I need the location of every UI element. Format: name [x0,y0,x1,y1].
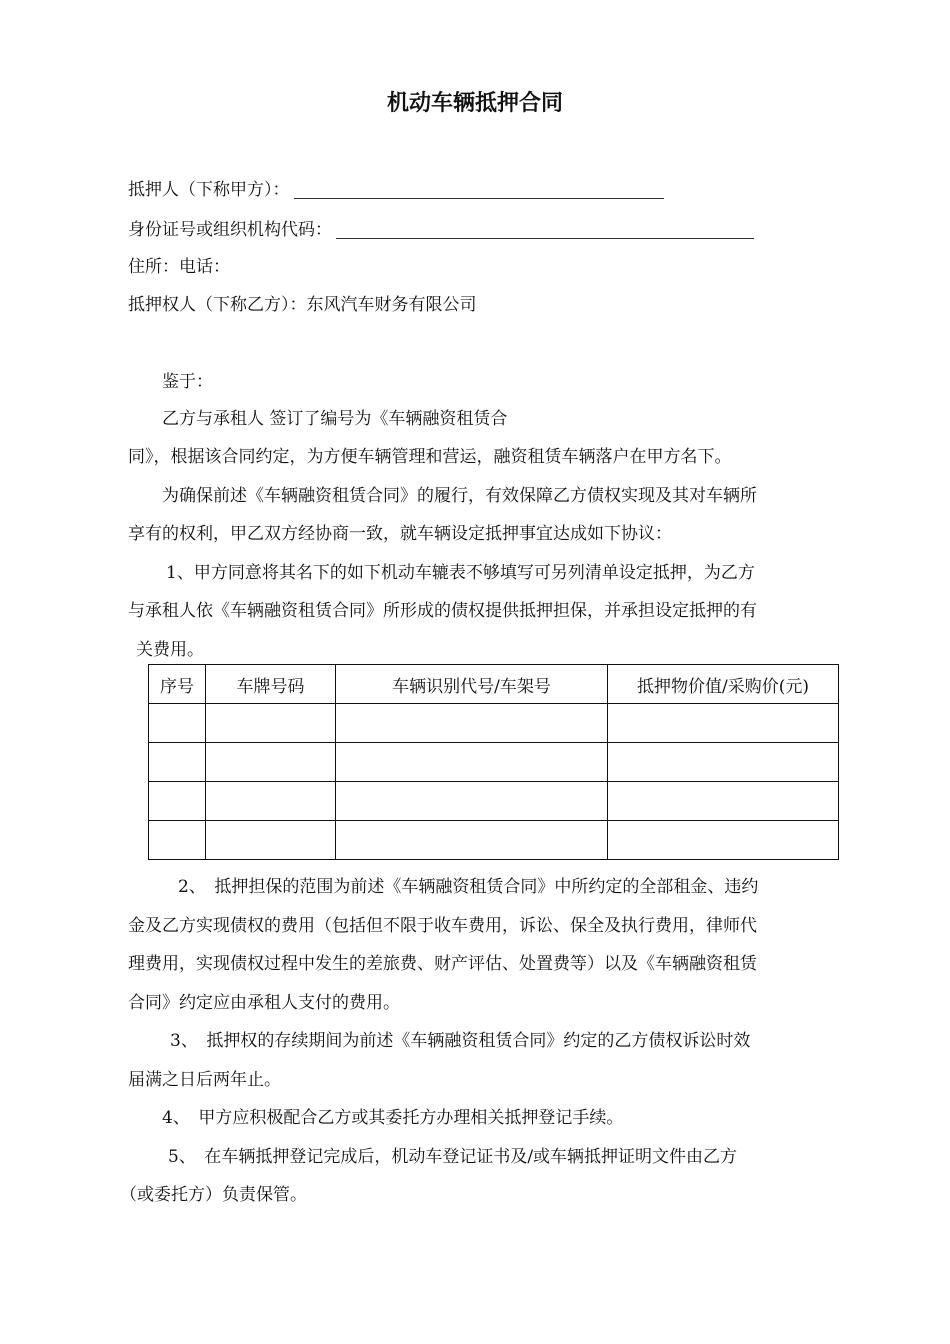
whereas-heading: 鉴于： [162,372,213,392]
clause-3-line: 3、 抵押权的存续期间为前述《车辆融资租赁合同》约定的乙方债权诉讼时效 [170,1031,751,1051]
clause-2-line: 合同》约定应由承租人支付的费用。 [128,993,400,1013]
table-cell[interactable] [149,821,206,860]
paragraph-1-line: 同》，根据该合同约定，为方便车辆管理和营运，融资租赁车辆落户在甲方名下。 [128,447,732,467]
address-label: 住所：电话： [128,257,230,277]
table-cell[interactable] [206,743,336,782]
table-cell[interactable] [206,782,336,821]
paragraph-2-line: 享有的权利，甲乙双方经协商一致，就车辆设定抵押事宜达成如下协议： [128,524,672,544]
clause-5-line: 5、 在车辆抵押登记完成后，机动车登记证书及/或车辆抵押证明文件由乙方 [168,1147,738,1167]
column-header-index: 序号 [149,665,206,704]
clause-1-line: 关费用。 [136,640,204,660]
table-cell[interactable] [608,743,839,782]
id-blank[interactable] [336,222,754,239]
mortgagor-field [128,178,664,202]
table-cell[interactable] [149,704,206,743]
clause-5-line: （或委托方）负责保管。 [120,1185,307,1205]
table-cell[interactable] [336,704,608,743]
clause-2-line: 2、 抵押担保的范围为前述《车辆融资租赁合同》中所约定的全部租金、违约 [178,877,759,897]
table-cell[interactable] [608,782,839,821]
column-header-plate: 车牌号码 [206,665,336,704]
vehicle-table [148,664,839,860]
id-field [128,218,754,242]
clause-2-line: 理费用，实现债权过程中发生的差旅费、财产评估、处置费等）以及《车辆融资租赁 [128,954,757,974]
table-cell[interactable] [608,704,839,743]
table-cell[interactable] [149,743,206,782]
mortgagor-blank[interactable] [294,182,664,199]
mortgagor-label: 抵押人（下称甲方）： [128,180,290,200]
clause-4-line: 4、 甲方应积极配合乙方或其委托方办理相关抵押登记手续。 [162,1108,624,1128]
clause-1-line: 1、甲方同意将其名下的如下机动车辘表不够填写可另列清单设定抵押，为乙方 [166,563,755,583]
column-header-vin: 车辆识别代号/车架号 [336,665,608,704]
table-cell[interactable] [206,821,336,860]
paragraph-1-line: 乙方与承租人 签订了编号为《车辆融资租赁合 [162,409,508,429]
table-cell[interactable] [149,782,206,821]
column-header-value: 抵押物价值/采购价(元) [608,665,839,704]
table-header-row [149,665,839,704]
clause-3-line: 届满之日后两年止。 [128,1070,281,1090]
paragraph-2-line: 为确保前述《车辆融资租赁合同》的履行，有效保障乙方债权实现及其对车辆所 [162,486,757,506]
table-row [149,743,839,782]
clause-1-line: 与承租人依《车辆融资租赁合同》所形成的债权提供抵押担保，并承担设定抵押的有 [128,601,757,621]
table-row [149,704,839,743]
table-cell[interactable] [336,743,608,782]
mortgagee-label: 抵押权人（下称乙方）：东风汽车财务有限公司 [128,295,477,315]
table-cell[interactable] [206,704,336,743]
table-cell[interactable] [336,782,608,821]
table-row [149,821,839,860]
id-label: 身份证号或组织机构代码： [128,220,332,240]
table-row [149,782,839,821]
clause-2-line: 金及乙方实现债权的费用（包括但不限于收车费用，诉讼、保全及执行费用，律师代 [128,916,757,936]
document-title: 机动车辆抵押合同 [386,91,563,116]
table-cell[interactable] [608,821,839,860]
table-cell[interactable] [336,821,608,860]
